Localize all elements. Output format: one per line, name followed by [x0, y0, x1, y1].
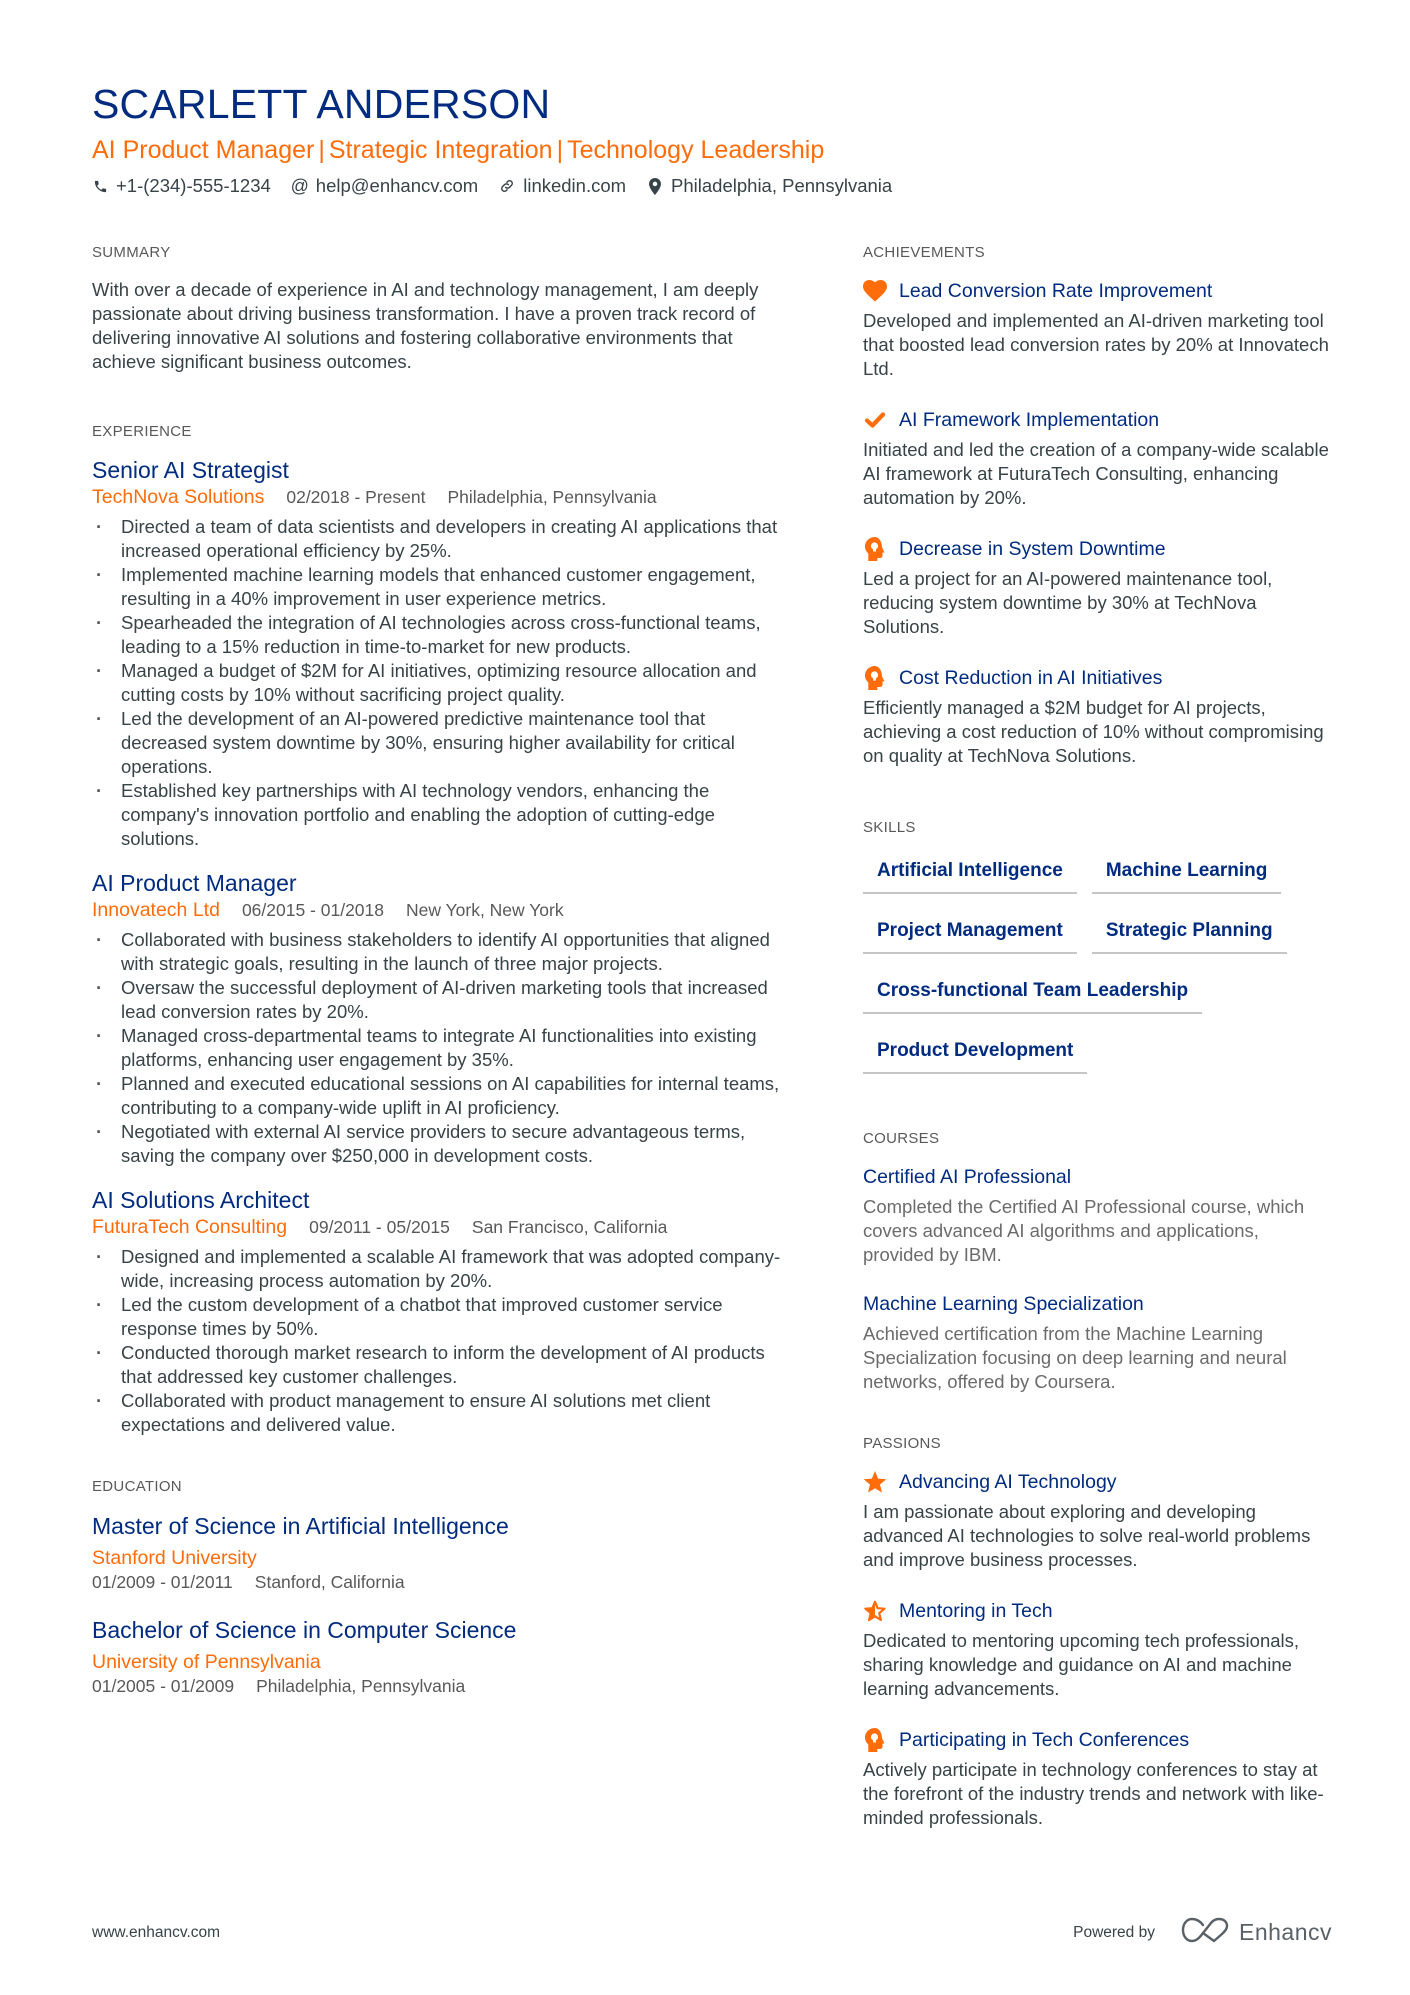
- school-name: University of Pennsylvania: [92, 1651, 321, 1673]
- bullet-item: · Collaborated with business stakeholders to identify AI opportunities that aligned with strategic goals, resulting in the launch of three major projects.: [92, 928, 792, 976]
- school-name: Stanford University: [92, 1547, 257, 1569]
- candidate-name: SCARLETT ANDERSON: [92, 81, 551, 127]
- head-lightbulb-icon: [863, 666, 887, 690]
- achievement-item: [863, 407, 1333, 510]
- education-meta: [92, 1571, 792, 1593]
- link-icon: [499, 178, 515, 194]
- bullet-item: · Designed and implemented a scalable AI framework that was adopted company-wide, increasing process automation by 20%.: [92, 1245, 792, 1293]
- education-location: Stanford, California: [254, 1572, 405, 1592]
- skill-tag: Product Development: [863, 1035, 1087, 1074]
- summary-text: With over a decade of experience in AI and technology management, I am deeply passionate about driving business transformation. I have a proven track record of delivering innovative AI solutions and fostering collaborative environments that achieve significant business outcomes.: [92, 279, 759, 372]
- tagline: [92, 134, 1332, 166]
- passion-title: Advancing AI Technology: [899, 1471, 1117, 1493]
- section-title: ACHIEVEMENTS: [863, 244, 985, 261]
- star-icon: [863, 1470, 887, 1494]
- bullet-item: · Led the development of an AI-powered predictive maintenance tool that decreased system downtime by 30%, ensuring higher availability for critical operations.: [92, 707, 792, 779]
- passion-title: Mentoring in Tech: [899, 1600, 1053, 1622]
- education-dates: 01/2009 - 01/2011: [92, 1572, 233, 1592]
- contact-location: [647, 174, 892, 198]
- passion-title: Participating in Tech Conferences: [899, 1729, 1190, 1751]
- powered-by-label: Powered by: [1073, 1923, 1155, 1941]
- achievement-title: Decrease in System Downtime: [899, 538, 1166, 560]
- phone-text: +1-(234)-555-1234: [116, 175, 271, 196]
- achievement-title: Cost Reduction in AI Initiatives: [899, 667, 1163, 689]
- job-bullets: [92, 928, 792, 1168]
- job-location: San Francisco, California: [471, 1217, 668, 1237]
- job-location: Philadelphia, Pennsylvania: [447, 487, 657, 507]
- achievement-description: Initiated and led the creation of a company-wide scalable AI framework at FuturaTech Consulting, enhancing automation by 20%.: [863, 439, 1329, 508]
- right-column: [863, 243, 1333, 1830]
- job-meta: [92, 485, 792, 509]
- section-title: COURSES: [863, 1130, 940, 1147]
- job-entry: [92, 456, 792, 851]
- bullet-item: · Oversaw the successful deployment of AI-driven marketing tools that increased lead conversion rates by 20%.: [92, 976, 792, 1024]
- tagline-item: Technology Leadership: [567, 136, 825, 164]
- degree-title: Master of Science in Artificial Intelligence: [92, 1513, 509, 1539]
- job-dates: 06/2015 - 01/2018: [241, 900, 385, 920]
- course-description: Completed the Certified AI Professional course, which covers advanced AI algorithms and applications, provided by IBM.: [863, 1196, 1305, 1265]
- skills-section: [863, 818, 1333, 1095]
- achievement-item: [863, 536, 1333, 639]
- contact-info: [92, 174, 1332, 198]
- job-title: Senior AI Strategist: [92, 457, 289, 483]
- left-column: [92, 243, 792, 1697]
- passions-section: [863, 1434, 1333, 1830]
- bullet-item: · Directed a team of data scientists and developers in creating AI applications that increased operational efficiency by 25%.: [92, 515, 792, 563]
- email-text: help@enhancv.com: [315, 175, 479, 196]
- footer-url-link[interactable]: www.enhancv.com: [92, 1923, 221, 1941]
- passion-item: [863, 1469, 1333, 1572]
- contact-email[interactable]: [292, 174, 478, 198]
- section-title: SKILLS: [863, 819, 916, 836]
- bullet-item: · Established key partnerships with AI technology vendors, enhancing the company's innovation portfolio and enabling the adoption of cutting-edge solutions.: [92, 779, 792, 851]
- infinity-heart-logo-icon: [1181, 1917, 1229, 1948]
- bullet-item: · Managed cross-departmental teams to integrate AI functionalities into existing platforms, enhancing user engagement by 35%.: [92, 1024, 792, 1072]
- section-title: PASSIONS: [863, 1435, 941, 1452]
- passion-item: [863, 1598, 1333, 1701]
- skills-list: [863, 855, 1333, 1095]
- powered-by: [1073, 1917, 1332, 1948]
- course-title: Certified AI Professional: [863, 1166, 1072, 1188]
- job-bullets: [92, 515, 792, 851]
- experience-section: [92, 422, 792, 1437]
- skill-tag: Strategic Planning: [1092, 915, 1287, 954]
- job-dates: 02/2018 - Present: [286, 487, 426, 507]
- courses-section: [863, 1129, 1333, 1394]
- passion-description: Dedicated to mentoring upcoming tech professionals, sharing knowledge and guidance on AI and machine learning advancements.: [863, 1630, 1300, 1699]
- linkedin-text: linkedin.com: [523, 175, 627, 196]
- tagline-separator: |: [556, 136, 564, 164]
- tagline-item: Strategic Integration: [328, 136, 553, 164]
- heart-icon: [863, 279, 887, 303]
- job-location: New York, New York: [406, 900, 564, 920]
- degree-title: Bachelor of Science in Computer Science: [92, 1617, 517, 1643]
- achievement-description: Led a project for an AI-powered maintenance tool, reducing system downtime by 30% at TechNova Solutions.: [863, 568, 1273, 637]
- passion-description: Actively participate in technology conferences to stay at the forefront of the industry trends and network with like-minded professionals.: [863, 1759, 1324, 1828]
- education-entry: [92, 1615, 792, 1697]
- tagline-separator: |: [318, 136, 325, 164]
- bullet-item: · Collaborated with product management to ensure AI solutions met client expectations and delivered value.: [92, 1389, 792, 1437]
- at-icon: @: [290, 176, 309, 196]
- tagline-item: AI Product Manager: [92, 136, 315, 164]
- achievement-description: Efficiently managed a $2M budget for AI projects, achieving a cost reduction of 10% without compromising on quality at TechNova Solutions.: [863, 697, 1324, 766]
- education-location: Philadelphia, Pennsylvania: [256, 1676, 466, 1696]
- skill-tag: Project Management: [863, 915, 1077, 954]
- achievements-section: [863, 243, 1333, 768]
- company-name: TechNova Solutions: [92, 486, 265, 508]
- job-title: AI Product Manager: [92, 870, 297, 896]
- page-footer: [92, 1917, 1332, 1948]
- company-name: FuturaTech Consulting: [92, 1216, 288, 1238]
- head-lightbulb-icon: [863, 1728, 887, 1752]
- enhancv-logo[interactable]: [1181, 1917, 1332, 1948]
- half-star-icon: [863, 1599, 887, 1623]
- bullet-item: · Spearheaded the integration of AI technologies across cross-functional teams, leading to a 15% reduction in time-to-market for new products.: [92, 611, 792, 659]
- course-item: [863, 1164, 1333, 1267]
- head-lightbulb-icon: [863, 537, 887, 561]
- education-meta: [92, 1675, 792, 1697]
- course-item: [863, 1291, 1333, 1394]
- checkmark-icon: [863, 408, 887, 432]
- achievement-title: Lead Conversion Rate Improvement: [899, 280, 1213, 302]
- location-pin-icon: [647, 178, 663, 194]
- job-title: AI Solutions Architect: [92, 1187, 310, 1213]
- phone-icon: [92, 178, 108, 194]
- brand-name: Enhancv: [1238, 1919, 1332, 1945]
- bullet-item: · Planned and executed educational sessions on AI capabilities for internal teams, contributing to a company-wide uplift in AI proficiency.: [92, 1072, 792, 1120]
- location-text: Philadelphia, Pennsylvania: [671, 175, 893, 196]
- summary-section: [92, 243, 792, 374]
- education-dates: 01/2005 - 01/2009: [92, 1676, 235, 1696]
- bullet-item: · Implemented machine learning models that enhanced customer engagement, resulting in a 40% improvement in user experience metrics.: [92, 563, 792, 611]
- course-title: Machine Learning Specialization: [863, 1293, 1144, 1315]
- resume-header: [92, 80, 1332, 198]
- contact-phone[interactable]: [92, 174, 271, 198]
- skill-tag: Artificial Intelligence: [863, 855, 1077, 894]
- passion-description: I am passionate about exploring and developing advanced AI technologies to solve real-world problems and improve business processes.: [863, 1501, 1311, 1570]
- section-title: EDUCATION: [92, 1478, 182, 1495]
- job-entry: [92, 869, 792, 1168]
- job-meta: [92, 898, 792, 922]
- education-entry: [92, 1511, 792, 1593]
- job-meta: [92, 1215, 792, 1239]
- job-entry: [92, 1186, 792, 1437]
- achievement-description: Developed and implemented an AI-driven marketing tool that boosted lead conversion rates by 20% at Innovatech Ltd.: [863, 310, 1329, 379]
- bullet-item: · Negotiated with external AI service providers to secure advantageous terms, saving the company over $250,000 in development costs.: [92, 1120, 792, 1168]
- achievement-title: AI Framework Implementation: [899, 409, 1160, 431]
- skill-tag: Machine Learning: [1092, 855, 1282, 894]
- bullet-item: · Conducted thorough market research to inform the development of AI products that addressed key customer challenges.: [92, 1341, 792, 1389]
- education-section: [92, 1477, 792, 1697]
- passion-item: [863, 1727, 1333, 1830]
- company-name: Innovatech Ltd: [92, 899, 220, 921]
- achievement-item: [863, 278, 1333, 381]
- contact-linkedin[interactable]: [499, 174, 626, 198]
- section-title: EXPERIENCE: [92, 423, 192, 440]
- job-dates: 09/2011 - 05/2015: [309, 1217, 450, 1237]
- skill-tag: Cross-functional Team Leadership: [863, 975, 1202, 1014]
- achievement-item: [863, 665, 1333, 768]
- section-title: SUMMARY: [92, 244, 171, 261]
- bullet-item: · Managed a budget of $2M for AI initiatives, optimizing resource allocation and cutting costs by 10% without sacrificing project quality.: [92, 659, 792, 707]
- course-description: Achieved certification from the Machine Learning Specialization focusing on deep learning and neural networks, offered by Coursera.: [863, 1323, 1287, 1392]
- bullet-item: · Led the custom development of a chatbot that improved customer service response times by 50%.: [92, 1293, 792, 1341]
- job-bullets: [92, 1245, 792, 1437]
